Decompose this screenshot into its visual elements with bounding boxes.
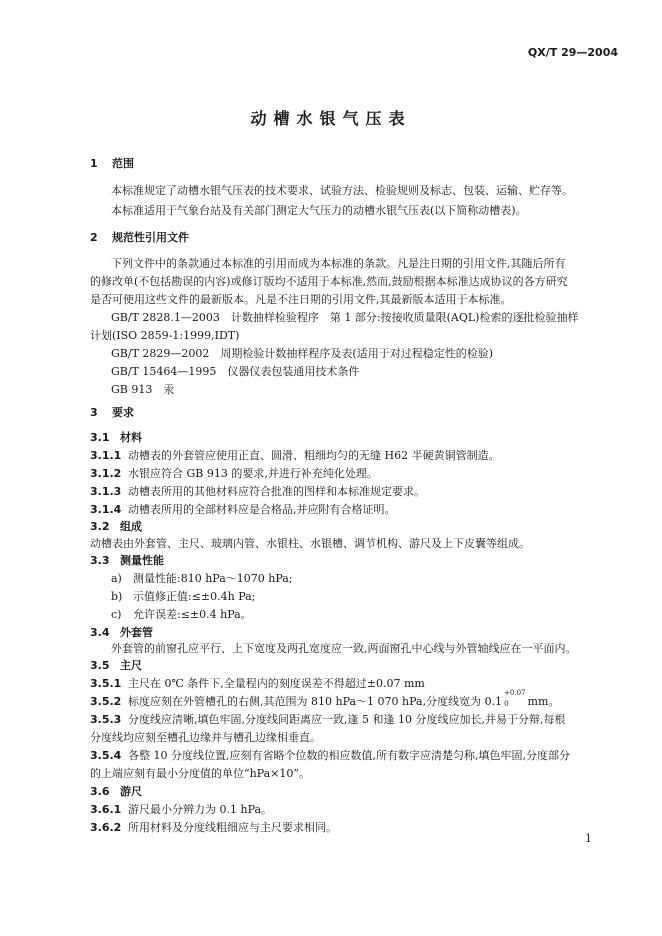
list-item-a xyxy=(111,572,293,586)
clause-text: 水银应符合 GB 913 的要求,并进行补充纯化处理。 xyxy=(128,467,378,480)
standard-code: QX/T 29—2004 xyxy=(527,46,618,59)
subsection-number: 3.4 xyxy=(90,626,110,639)
clause-number: 3.1.3 xyxy=(90,485,122,498)
clause-text: 所用材料及分度线粗细应与主尺要求相同。 xyxy=(128,821,337,834)
list-text: 示值修正值:≤±0.4h Pa; xyxy=(133,590,256,603)
section-title: 规范性引用文件 xyxy=(112,231,189,244)
page-number: 1 xyxy=(585,832,592,845)
subsection-number: 3.5 xyxy=(90,659,110,672)
section-heading-3 xyxy=(90,406,134,420)
clause-3-5-1 xyxy=(90,677,425,691)
paragraph: 本标准规定了动槽水银气压表的技术要求、试验方法、检验规则及标志、包装、运输、贮存等。 xyxy=(111,184,573,197)
list-text: 允许误差:≤±0.4 hPa。 xyxy=(133,608,252,621)
clause-3-6-1 xyxy=(90,803,272,817)
reference-line: 计划(ISO 2859-1:1999,IDT) xyxy=(90,329,240,342)
clause-number: 3.1.2 xyxy=(90,467,122,480)
section-title: 范围 xyxy=(112,157,134,170)
subsection-number: 3.2 xyxy=(90,520,110,533)
list-label: c) xyxy=(111,608,122,621)
subsection-title: 主尺 xyxy=(120,659,142,672)
list-label: a) xyxy=(111,572,122,585)
clause-text: 标度应刻在外管槽孔的右侧,其范围为 810 hPa～1 070 hPa,分度线宽为 0.1 xyxy=(128,695,503,708)
list-item-b xyxy=(111,590,255,604)
subsection-number: 3.1 xyxy=(90,431,110,444)
paragraph-line: 是否可使用这些文件的最新版本。凡是不注日期的引用文件,其最新版本适用于本标准。 xyxy=(90,293,512,306)
paragraph-line: 的修改单(不包括勘误的内容)或修订版均不适用于本标准,然而,鼓励根据本标准达成协议的各方研究 xyxy=(90,275,568,288)
tolerance-subscript: 0 xyxy=(504,700,509,708)
clause-3-1-4 xyxy=(90,503,396,517)
clause-text: 各整 10 分度线位置,应刻有省略个位数的相应数值,所有数字应清楚匀称,填色牢固,分度部分 xyxy=(128,749,570,762)
subsection-title: 测量性能 xyxy=(120,554,164,567)
clause-3-5-4 xyxy=(90,749,570,763)
reference-line: GB/T 2828.1—2003 计数抽样检验程序 第 1 部分:按接收质量限(AQL)检索的逐批检验抽样 xyxy=(111,311,579,324)
section-title: 要求 xyxy=(112,406,134,419)
clause-number: 3.1.1 xyxy=(90,449,122,462)
subsection-number: 3.6 xyxy=(90,785,110,798)
clause-text: 动槽表所用的全部材料应是合格品,并应附有合格证明。 xyxy=(128,503,396,516)
paragraph: 动槽表由外套管、主尺、玻璃内管、水银柱、水银槽、调节机构、游尺及上下皮囊等组成。 xyxy=(90,537,530,550)
subsection-heading-3-3 xyxy=(90,554,164,568)
section-number: 1 xyxy=(90,157,98,170)
paragraph: 外套管的前窗孔应平行、上下宽度及两孔宽度应一致,两面窗孔中心线与外管轴线应在一平面内。 xyxy=(111,642,577,655)
clause-number: 3.5.1 xyxy=(90,677,122,690)
clause-text: 动槽表所用的其他材料应符合批准的图样和本标准规定要求。 xyxy=(128,485,425,498)
page-title: 动槽水银气压表 xyxy=(250,109,412,128)
clause-3-6-2 xyxy=(90,821,337,835)
subsection-heading-3-6 xyxy=(90,785,142,799)
subsection-heading-3-2 xyxy=(90,520,142,534)
clause-3-5-3-cont: 分度线均应刻至槽孔边缘并与槽孔边缘相垂直。 xyxy=(90,731,321,744)
clause-number: 3.6.1 xyxy=(90,803,122,816)
subsection-title: 组成 xyxy=(120,520,142,533)
clause-3-1-3 xyxy=(90,485,425,499)
list-text: 测量性能:810 hPa～1070 hPa; xyxy=(133,572,293,585)
clause-3-1-1 xyxy=(90,449,500,463)
section-number: 3 xyxy=(90,406,98,419)
clause-text: 游尺最小分辨力为 0.1 hPa。 xyxy=(128,803,273,816)
reference-line: GB/T 2829—2002 周期检验计数抽样程序及表(适用于对过程稳定性的检验) xyxy=(111,347,493,360)
clause-3-5-3 xyxy=(90,713,565,727)
paragraph-line: 下列文件中的条款通过本标准的引用而成为本标准的条款。凡是注日期的引用文件,其随后所有 xyxy=(111,257,566,270)
clause-number: 3.5.3 xyxy=(90,713,122,726)
subsection-heading-3-5 xyxy=(90,659,142,673)
subsection-title: 材料 xyxy=(120,431,142,444)
clause-number: 3.5.4 xyxy=(90,749,122,762)
subsection-heading-3-4 xyxy=(90,626,153,640)
clause-number: 3.6.2 xyxy=(90,821,122,834)
clause-number: 3.5.2 xyxy=(90,695,122,708)
clause-3-1-2 xyxy=(90,467,378,481)
section-heading-1 xyxy=(90,157,134,171)
clause-text: 分度线应清晰,填色牢固,分度线间距离应一致,逢 5 和逢 10 分度线应加长,并易于分辩,每根 xyxy=(128,713,566,726)
subsection-number: 3.3 xyxy=(90,554,110,567)
clause-text: 主尺在 0℃ 条件下,全量程内的刻度误差不得超过±0.07 mm xyxy=(128,677,425,690)
subsection-heading-3-1 xyxy=(90,431,142,445)
subsection-title: 游尺 xyxy=(120,785,142,798)
clause-3-5-4-cont: 的上端应刻有最小分度值的单位“hPa×10”。 xyxy=(90,767,311,780)
clause-3-5-2: 3.5.2 标度应刻在外管槽孔的右侧,其范围为 810 hPa～1 070 hPa,分度线宽为 0.1 +0.07 0 mm。 xyxy=(90,689,560,708)
section-number: 2 xyxy=(90,231,98,244)
clause-text: 动槽表的外套管应使用正直、圆滑、粗细均匀的无缝 H62 半硬黄铜管制造。 xyxy=(128,449,500,462)
list-label: b) xyxy=(111,590,123,603)
paragraph: 本标准适用于气象台站及有关部门测定大气压力的动槽水银气压表(以下简称动槽表)。 xyxy=(111,204,527,217)
list-item-c xyxy=(111,608,252,622)
reference-line: GB/T 15464—1995 仪器仪表包装通用技术条件 xyxy=(111,365,360,378)
subsection-title: 外套管 xyxy=(120,626,153,639)
clause-text-tail: mm。 xyxy=(524,695,560,708)
reference-line: GB 913 汞 xyxy=(111,383,175,396)
section-heading-2 xyxy=(90,231,189,245)
clause-number: 3.1.4 xyxy=(90,503,122,516)
